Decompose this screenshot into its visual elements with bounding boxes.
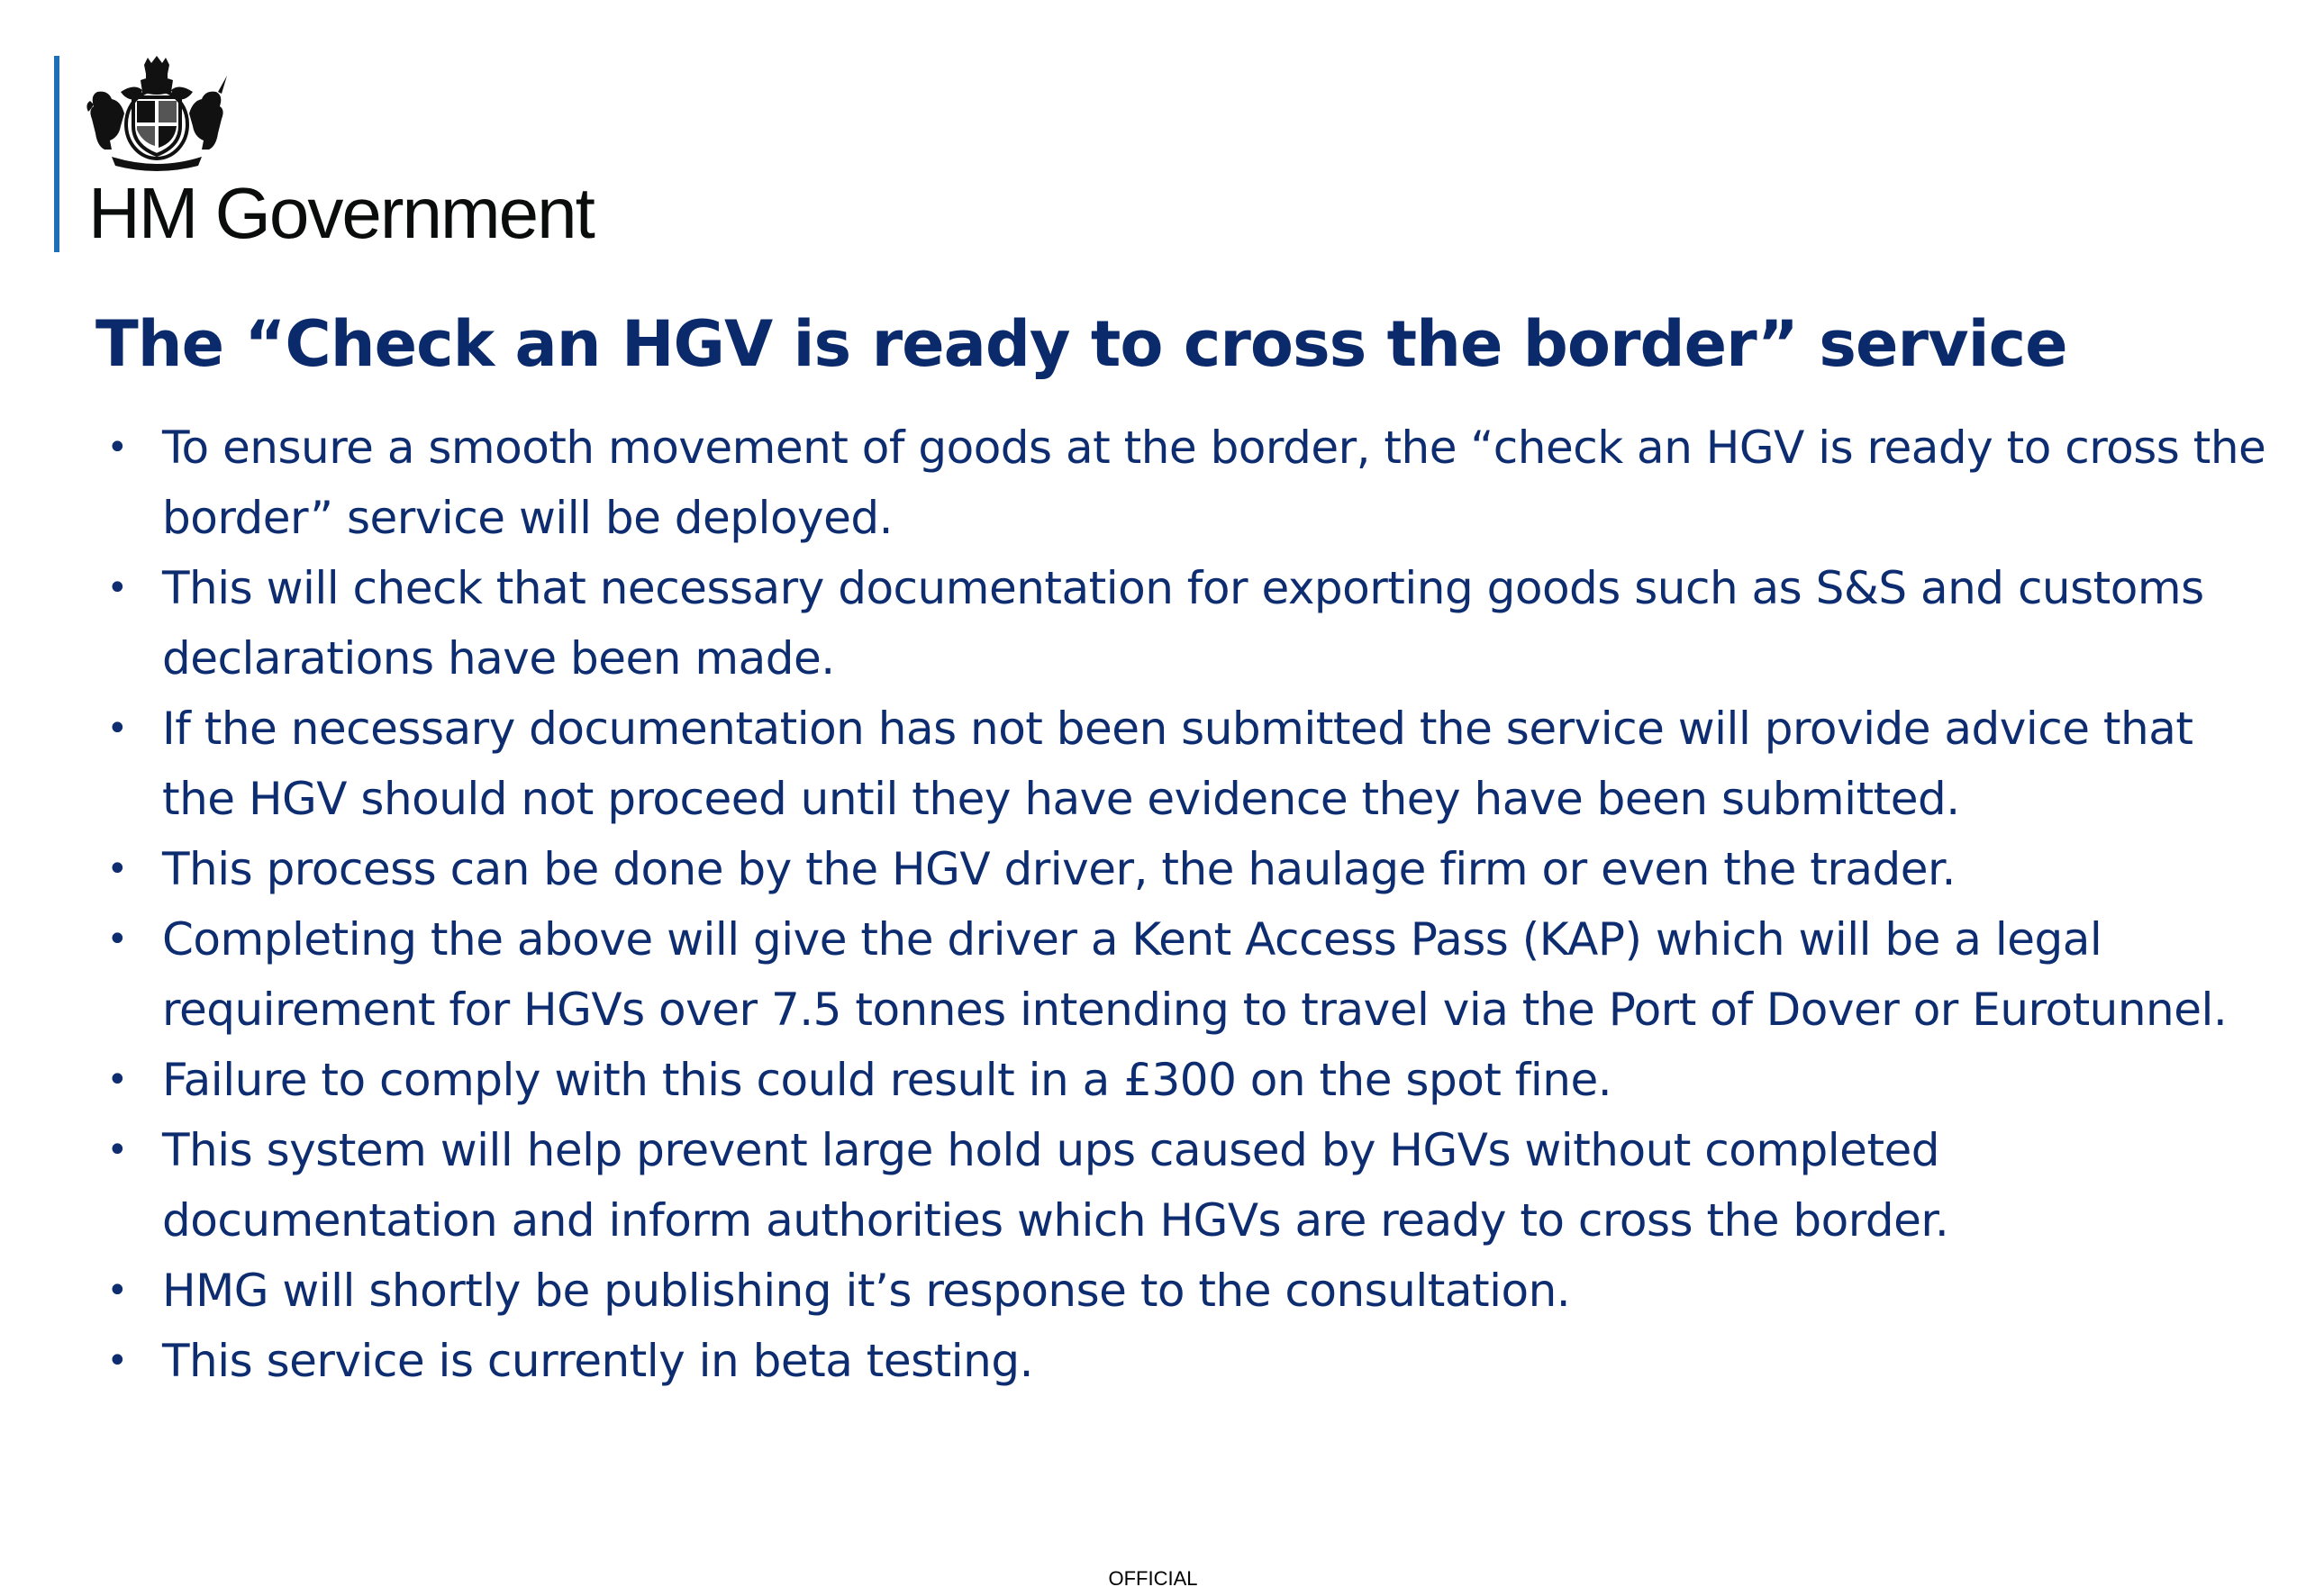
bullet-text: This process can be done by the HGV driver, the haulage firm or even the trader. [162,843,1956,895]
bullet-marker: • [106,567,128,609]
slide-title: The “Check an HGV is ready to cross the border” service [95,307,2067,381]
bullet-item [99,413,2279,553]
bullet-text: This system will help prevent large hold ups caused by HGVs without completed documentation and inform authorities which HGVs are ready to cross the border. [162,1124,1949,1247]
bullet-text: Completing the above will give the driver a Kent Access Pass (KAP) which will be a legal requirement for HGVs over 7.5 tonnes intending to travel via the Port of Dover or Eurotunnel. [162,913,2228,1036]
organisation-name: HM Government [88,173,594,253]
security-classification-footer: OFFICIAL [1108,1567,1198,1590]
bullet-list [99,413,2279,1396]
bullet-marker: • [106,1129,128,1171]
bullet-marker: • [106,427,128,468]
bullet-item [99,1326,2279,1396]
bullet-text: Failure to comply with this could result in a £300 on the spot fine. [162,1054,1612,1106]
bullet-item [99,834,2279,904]
bullet-marker: • [106,1059,128,1101]
bullet-marker: • [106,708,128,749]
bullet-item [99,1256,2279,1326]
bullet-text: HMG will shortly be publishing it’s response to the consultation. [162,1265,1571,1317]
bullet-text: This will check that necessary documentation for exporting goods such as S&S and customs declarations have been made. [162,562,2204,685]
bullet-text: This service is currently in beta testing. [162,1335,1033,1387]
bullet-item [99,694,2279,834]
royal-coat-of-arms-icon [85,56,229,173]
bullet-item [99,1045,2279,1115]
bullet-item [99,904,2279,1045]
brand-accent-rule [54,56,59,252]
bullet-marker: • [106,1270,128,1311]
bullet-item [99,1115,2279,1256]
bullet-marker: • [106,919,128,960]
bullet-marker: • [106,1340,128,1382]
bullet-text: If the necessary documentation has not been submitted the service will provide advice that the HGV should not proceed until they have evidence they have been submitted. [162,703,2193,825]
bullet-marker: • [106,848,128,890]
bullet-item [99,553,2279,694]
bullet-text: To ensure a smooth movement of goods at the border, the “check an HGV is ready to cross the border” service will be deployed. [162,422,2266,544]
hm-government-branding [54,56,685,254]
